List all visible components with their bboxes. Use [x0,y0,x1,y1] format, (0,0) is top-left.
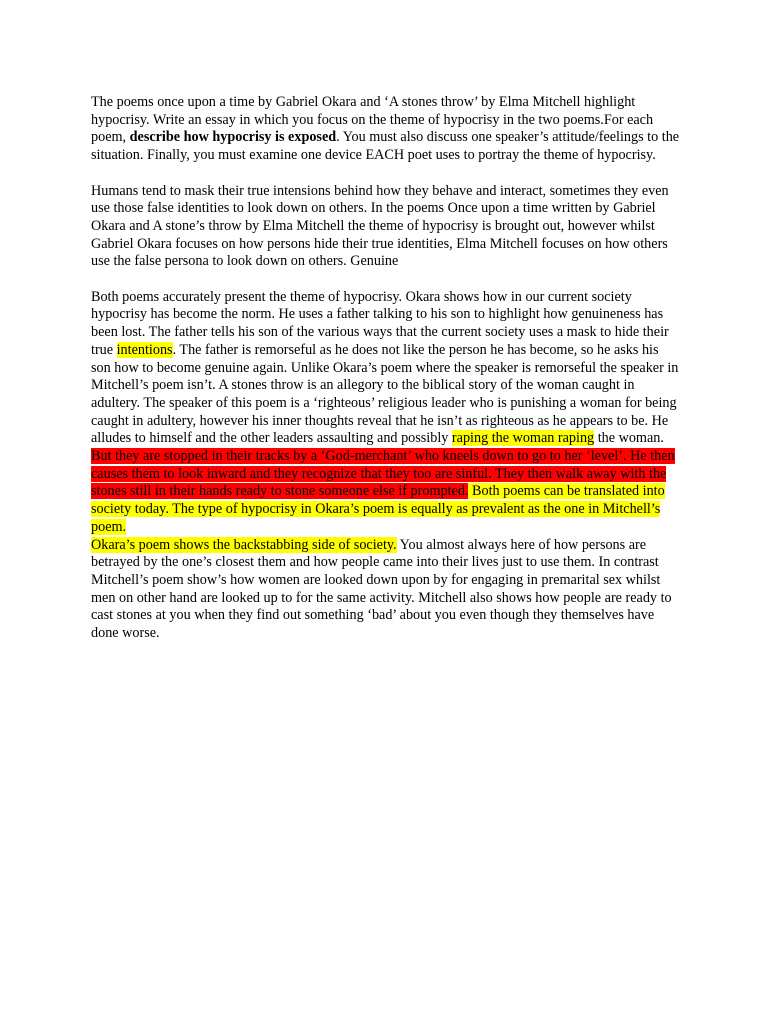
prompt-bold-text: describe how hypocrisy is exposed [129,129,337,146]
body-text-3: the woman. [594,430,664,447]
body-text-1: Both poems accurately present the theme of hypocrisy. Okara shows how in our current society hypocrisy has become the norm. He uses a father talking to his son to highlight how genuineness has been lost. The father tells his son of the various ways that the current society uses a mask to hide their true [91,288,669,358]
introduction-paragraph: Humans tend to mask their true intensions behind how they behave and interact, sometimes they even use those false identities to look down on others. In the poems Once upon a time written by Gabriel Okara and A stone’s throw by Elma Mitchell the theme of hypocrisy is brought out, however whilst Gabriel Okara focuses on how persons hide their true identities, Elma Mitchell focuses on how others use the false persona to look down on others. Genuine [91,182,669,270]
body-paragraph [91,289,681,643]
essay-prompt [91,94,681,165]
yellow-highlight-1: intentions [116,341,173,358]
body-text-2: . The father is remorseful as he does not like the person he has become, so he asks his son how to become genuine again. Unlike Okara’s poem where the speaker is remorseful the speaker in Mitchell’s poem isn’t. A stones throw is an allegory to the biblical story of the woman caught in adultery. The speaker of this poem is a ‘righteous’ religious leader who is punishing a woman for being caught in adultery, however his inner thoughts reveal that he isn’t as righteous as he appears to be. He alludes to himself and the other leaders assaulting and possibly [91,341,679,447]
body-text-4: You almost always here of how persons are betrayed by the one’s closest them and how people came into their lives just to use them. In contrast Mitchell’s poem show’s how women are looked down upon by for engaging in premarital sex whilst men on other hand are looked up to for the same activity. Mitchell also shows how people are ready to cast stones at you when they find out something ‘bad’ about you even though they themselves have done worse. [91,536,672,642]
document-page [91,94,681,660]
prompt-text-1: The poems once upon a time by Gabriel Okara and ‘A stones throw’ by Elma Mitchell highlight hypocrisy. Write an essay in which you focus on the theme of hypocrisy in the two poems.For each poem, [91,94,654,146]
yellow-highlight-3: Both poems can be translated into society today. The type of hypocrisy in Okara’s poem is equally as prevalent as the one in Mitchell’s poem. [91,483,665,535]
yellow-highlight-4: Okara’s poem shows the backstabbing side of society. [91,536,397,553]
prompt-text-2: . You must also discuss one speaker’s attitude/feelings to the situation. Finally, you must examine one device EACH poet uses to portray the theme of hypocrisy. [91,129,680,164]
red-highlight-1: But they are stopped in their tracks by a ‘God-merchant’ who kneels down to go to her ‘level’. He then causes them to look inward and they recognize that they too are sinful. They then walk away with the stones still in their hands ready to stone someone else if prompted. [91,448,675,500]
yellow-highlight-2: raping the woman raping [451,430,595,447]
